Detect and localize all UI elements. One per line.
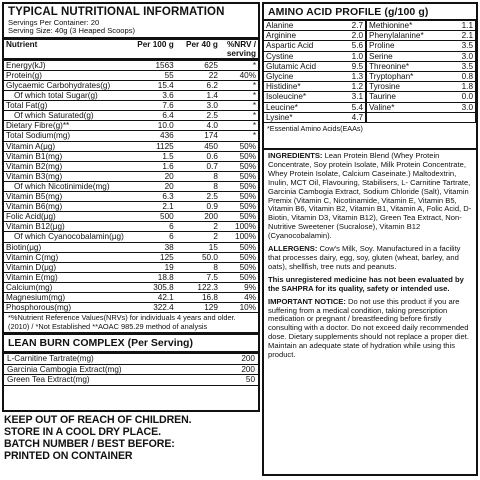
amino-value: 2.7 [342,20,366,31]
nrv-value: * [220,131,258,141]
amino-acid-panel [262,2,478,150]
nutrient-name: Vitamin B12(μg) [4,222,126,232]
nutrition-row [4,111,258,121]
amino-name: Phenylalanine* [366,31,452,41]
amino-name: Serine [366,51,452,61]
amino-name: Taurine [366,92,452,102]
amino-row [264,102,476,112]
nrv-value: 100% [220,232,258,242]
lean-burn-value: 200 [222,354,258,364]
nutrition-table [4,40,258,313]
nutrient-name: Biotin(μg) [4,242,126,252]
nutrient-name: Vitamin A(μg) [4,141,126,151]
per-40g-value: 122.3 [176,282,220,292]
col-nrv: %NRV / serving [220,40,258,60]
nrv-value: 50% [220,151,258,161]
nutrition-panel [2,2,260,412]
nrv-value: 50% [220,181,258,191]
nutrient-name: Of which total Sugar(g) [4,91,126,101]
per-40g-value: 8 [176,171,220,181]
amino-value: 0.0 [452,92,475,102]
nrv-value: 50% [220,252,258,262]
ingredients-paragraph [268,152,472,241]
amino-value: 4.7 [342,112,366,122]
per-100g-value: 42.1 [126,292,176,302]
per-40g-value: 450 [176,141,220,151]
nrv-value: 50% [220,242,258,252]
per-40g-value: 6.2 [176,81,220,91]
nutrient-name: Total Sodium(mg) [4,131,126,141]
amino-value: 1.8 [452,82,475,92]
nutrition-row [4,70,258,80]
per-100g-value: 15.4 [126,81,176,91]
nutrition-row [4,222,258,232]
amino-value: 9.5 [342,61,366,71]
nutrient-name: Glycaemic Carbohydrates(g) [4,81,126,91]
allergens-paragraph [268,245,472,272]
per-40g-value: 129 [176,303,220,313]
nrv-value: * [220,111,258,121]
per-100g-value: 3.6 [126,91,176,101]
nutrient-name: Vitamin B2(mg) [4,161,126,171]
nutrient-name: Of which Cyanocobalamin(μg) [4,232,126,242]
amino-value [452,112,475,122]
nrv-value: * [220,101,258,111]
nutrient-name: Vitamin B3(mg) [4,171,126,181]
nrv-value: 50% [220,141,258,151]
important-label: IMPORTANT NOTICE: [268,296,346,306]
per-100g-value: 55 [126,70,176,80]
amino-value: 3.0 [452,102,475,112]
nutrient-name: Calcium(mg) [4,282,126,292]
amino-name: Methionine* [366,20,452,31]
amino-value: 3.1 [342,92,366,102]
nrv-value: 50% [220,171,258,181]
per-100g-value: 6 [126,222,176,232]
lean-burn-name: Garcinia Cambogia Extract(mg) [4,364,222,375]
per-40g-value: 625 [176,59,220,70]
lean-burn-value: 200 [222,364,258,375]
amino-name: Arginine [264,31,342,41]
amino-row [264,51,476,61]
nrv-value: 50% [220,262,258,272]
nutrition-row [4,59,258,70]
allergens-label: ALLERGENS: [268,244,318,254]
amino-value: 5.6 [342,41,366,51]
important-text: Do not use this product if you are suffering from a medical condition, taking prescription medication or pregnant / breastfeeding before firstly consulting with a doctor. Do not exceed daily recommended dose. Dietary supplements should not replace a proper diet. Maintain an adequate state of hydration while using this product. [268,296,469,360]
per-40g-value: 174 [176,131,220,141]
per-40g-value: 200 [176,212,220,222]
nutrition-row [4,202,258,212]
nrv-value: 40% [220,70,258,80]
amino-name: Cystine [264,51,342,61]
per-40g-value: 2 [176,222,220,232]
amino-value: 3.5 [452,41,475,51]
nrv-value: 50% [220,192,258,202]
important-notice [268,298,472,360]
amino-value: 2.0 [342,31,366,41]
nrv-value: 4% [220,292,258,302]
nutrient-name: Dietary Fibre(g)** [4,121,126,131]
unregistered-notice [268,276,472,294]
label-text-panel [262,150,478,476]
nutrition-table-header [4,40,258,60]
amino-name: Proline [366,41,452,51]
nrv-value: * [220,121,258,131]
nutrient-name: Vitamin D(μg) [4,262,126,272]
amino-value: 2.1 [452,31,475,41]
nutrient-name: Of which Nicotinimide(mg) [4,181,126,191]
nutrient-name: Vitamin B1(mg) [4,151,126,161]
per-40g-value: 0.6 [176,151,220,161]
nutrient-name: Magnesium(mg) [4,292,126,302]
per-100g-value: 305.8 [126,282,176,292]
nrv-value: * [220,91,258,101]
amino-name: Tyrosine [366,82,452,92]
amino-row [264,72,476,82]
amino-name: Aspartic Acid [264,41,342,51]
per-100g-value: 6 [126,232,176,242]
amino-row [264,92,476,102]
amino-row [264,61,476,71]
amino-name: Valine* [366,102,452,112]
nutrition-row [4,242,258,252]
per-40g-value: 22 [176,70,220,80]
warning-printed: PRINTED ON CONTAINER [4,450,133,462]
nutrition-row [4,161,258,171]
nutrient-name: Protein(g) [4,70,126,80]
nutrition-row [4,272,258,282]
amino-row [264,41,476,51]
amino-name: Lysine* [264,112,342,122]
per-40g-value: 50.0 [176,252,220,262]
amino-value: 0.8 [452,72,475,82]
col-nutrient: Nutrient [4,40,126,60]
nutrient-name: Of which Saturated(g) [4,111,126,121]
nrv-value: 100% [220,222,258,232]
amino-title: AMINO ACID PROFILE (g/100 g) [268,6,429,18]
nutrition-row [4,91,258,101]
nrv-value: * [220,81,258,91]
per-100g-value: 6.3 [126,192,176,202]
lean-burn-row [4,364,258,375]
amino-name: Threonine* [366,61,452,71]
amino-row [264,112,476,122]
amino-value: 1.0 [342,51,366,61]
lean-burn-title: LEAN BURN COMPLEX (Per Serving) [4,335,258,354]
nutrition-row [4,292,258,302]
per-40g-value: 2.5 [176,192,220,202]
per-40g-value: 2 [176,232,220,242]
lean-burn-table [4,354,258,386]
per-100g-value: 38 [126,242,176,252]
nutrition-title: TYPICAL NUTRITIONAL INFORMATION [8,6,225,18]
nutrient-name: Vitamin C(mg) [4,252,126,262]
amino-name [366,112,452,122]
per-100g-value: 18.8 [126,272,176,282]
allergens-text: Cow's Milk, Soy. Manufactured in a facility that processes dairy, egg, soy, gluten (wheat, barley, and oats), shellfish, tree nuts and peanuts. [268,244,461,271]
nrv-value: 50% [220,272,258,282]
warning-children: KEEP OUT OF REACH OF CHILDREN. [4,414,192,426]
per-100g-value: 1125 [126,141,176,151]
nutrition-row [4,151,258,161]
nutrient-name: Vitamin E(mg) [4,272,126,282]
amino-value: 3.0 [452,51,475,61]
per-100g-value: 1563 [126,59,176,70]
amino-row [264,20,476,31]
storage-warnings [4,414,260,462]
nutrition-row [4,141,258,151]
amino-name: Tryptophan* [366,72,452,82]
nutrition-row [4,81,258,91]
lean-burn-row [4,375,258,386]
nutrition-row [4,131,258,141]
amino-value: 1.1 [452,20,475,31]
nutrition-row [4,282,258,292]
nutrient-name: Energy(kJ) [4,59,126,70]
nutrient-name: Total Fat(g) [4,101,126,111]
lean-burn-row [4,354,258,364]
amino-note: *Essential Amino Acids(EAAs) [267,124,363,134]
per-100g-value: 1.6 [126,161,176,171]
amino-value: 3.5 [452,61,475,71]
per-40g-value: 4.0 [176,121,220,131]
nrv-value: * [220,59,258,70]
amino-value: 5.4 [342,102,366,112]
per-40g-value: 0.9 [176,202,220,212]
nutrition-row [4,192,258,202]
warning-storage: STORE IN A COOL DRY PLACE. [4,426,161,438]
nrv-value: 50% [220,161,258,171]
amino-row [264,31,476,41]
lean-burn-name: L-Carnitine Tartrate(mg) [4,354,222,364]
lean-burn-value: 50 [222,375,258,386]
amino-name: Alanine [264,20,342,31]
unregistered-text: This unregistered medicine has not been evaluated by the SAHPRA for its quality, safety or intended use. [268,274,464,293]
amino-name: Glycine [264,72,342,82]
nutrition-row [4,232,258,242]
nutrient-name: Phosphorous(mg) [4,303,126,313]
per-100g-value: 10.0 [126,121,176,131]
nutrition-row [4,252,258,262]
per-40g-value: 15 [176,242,220,252]
nrv-value: 10% [220,303,258,313]
nutrition-row [4,101,258,111]
per-40g-value: 7.5 [176,272,220,282]
nrv-value: 50% [220,202,258,212]
amino-row [264,82,476,92]
per-100g-value: 7.6 [126,101,176,111]
per-40g-value: 0.7 [176,161,220,171]
nutrition-footnote: *%Nutrient Reference Values(NRVs) for individuals 4 years and older. (2010) / *Not Established **AOAC 985.29 method of analysis [4,313,258,335]
per-100g-value: 1.5 [126,151,176,161]
per-100g-value: 2.1 [126,202,176,212]
col-per-40g: Per 40 g [176,40,220,60]
nutrition-row [4,171,258,181]
serving-size: Serving Size: 40g (3 Heaped Scoops) [4,27,258,39]
nutrient-name: Folic Acid(μg) [4,212,126,222]
per-40g-value: 8 [176,181,220,191]
amino-name: Glutamic Acid [264,61,342,71]
nutrient-name: Vitamin B6(mg) [4,202,126,212]
per-40g-value: 1.4 [176,91,220,101]
ingredients-label: INGREDIENTS: [268,151,323,160]
per-100g-value: 322.4 [126,303,176,313]
lean-burn-name: Green Tea Extract(mg) [4,375,222,386]
nrv-value: 50% [220,212,258,222]
nrv-value: 9% [220,282,258,292]
nutrition-row [4,121,258,131]
amino-value: 1.3 [342,72,366,82]
nutrition-row [4,303,258,313]
per-100g-value: 20 [126,181,176,191]
per-100g-value: 19 [126,262,176,272]
per-100g-value: 125 [126,252,176,262]
amino-name: Leucine* [264,102,342,112]
per-40g-value: 3.0 [176,101,220,111]
amino-name: Isoleucine* [264,92,342,102]
per-40g-value: 16.8 [176,292,220,302]
nutrition-row [4,262,258,272]
per-40g-value: 8 [176,262,220,272]
nutrition-row [4,181,258,191]
ingredients-text: Lean Protein Blend (Whey Protein Concentrate, Soy protein Isolate, Milk Protein Concentrate, Whey Protein Isolate, Calcium Caseinate.) Maltodextrin, Inulin, MCT Oil, Flavouring, Stabilisers, L- Carnitine Tartrate, Garcinia Cambogia Extract, Sodium Chloride (Salt), Vitamin Premix (Vitamin C, Nicotinamide, Vitamin E, Vitamin B5, Vitamin B6, Vitamin B2, Vitamin B1, Vitamin A, Folic Acid, D-Biotin, Vitamin D3, Vitamin B12), Green Tea Extract, Non-Nutritive Sweetener (Sucralose), Vitamin B12 (Cyanocobalamin). [268,151,472,241]
nutrient-name: Vitamin B5(mg) [4,192,126,202]
per-100g-value: 6.4 [126,111,176,121]
warning-batch: BATCH NUMBER / BEST BEFORE: [4,438,175,450]
nutrition-row [4,212,258,222]
servings-per-container: Servings Per Container: 20 [8,18,100,27]
amino-name: Histidine* [264,82,342,92]
amino-value: 1.2 [342,82,366,92]
per-100g-value: 500 [126,212,176,222]
per-40g-value: 2.5 [176,111,220,121]
amino-table [264,19,476,123]
col-per-100g: Per 100 g [126,40,176,60]
per-100g-value: 20 [126,171,176,181]
per-100g-value: 436 [126,131,176,141]
